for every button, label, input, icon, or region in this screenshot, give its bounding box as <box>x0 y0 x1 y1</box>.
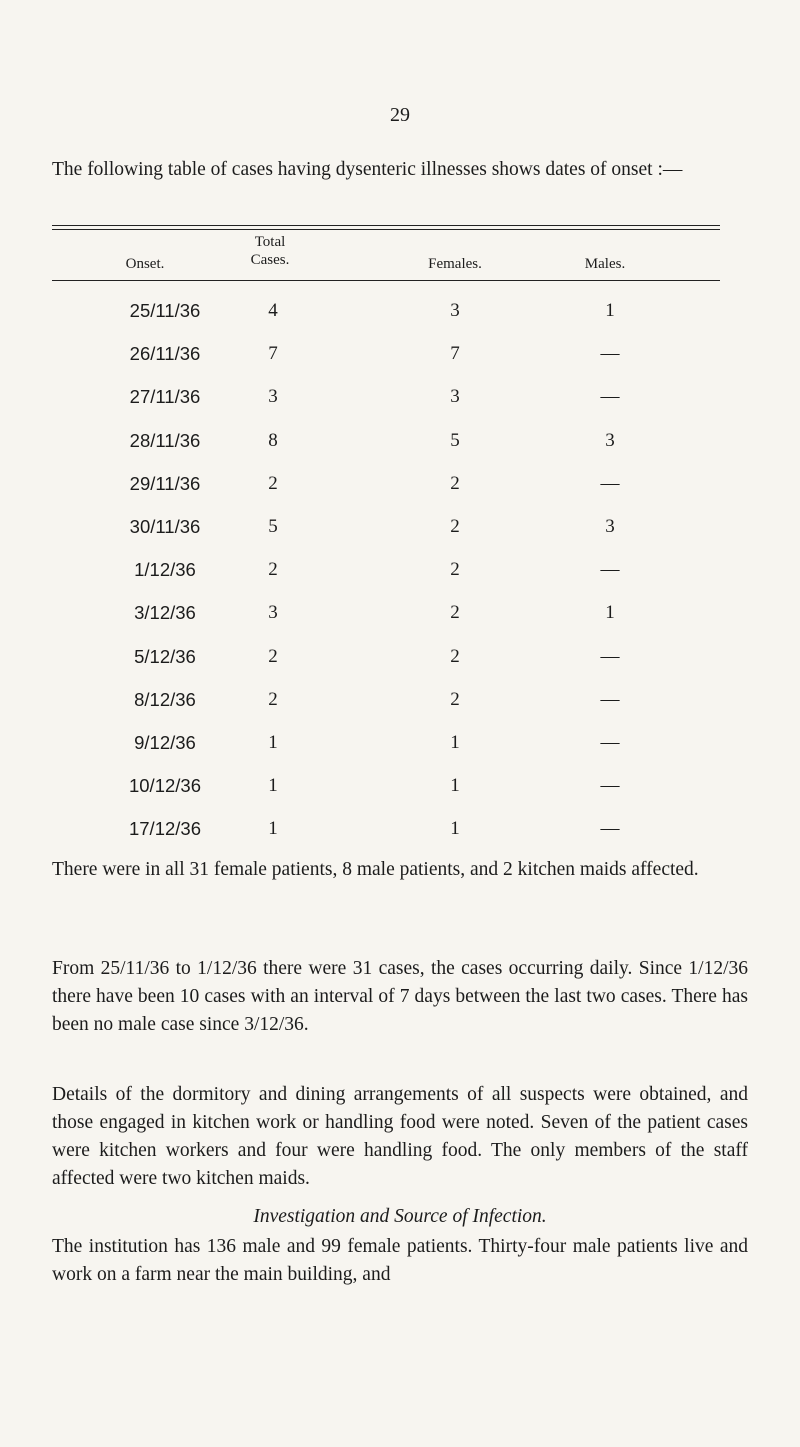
cell-males: — <box>600 731 620 753</box>
cell-total: 2 <box>268 472 278 494</box>
table-row <box>0 594 800 637</box>
cell-onset: 29/11/36 <box>129 472 201 494</box>
cell-onset: 9/12/36 <box>134 731 196 753</box>
table-row <box>0 465 800 508</box>
cell-onset: 30/11/36 <box>129 515 201 537</box>
cell-females: 1 <box>450 775 460 797</box>
cell-males: — <box>600 472 620 494</box>
cell-onset: 3/12/36 <box>134 602 196 624</box>
cell-total: 1 <box>268 775 278 797</box>
cell-onset: 25/11/36 <box>129 300 201 321</box>
cell-males: — <box>600 645 620 667</box>
cell-females: 3 <box>450 300 460 321</box>
header-total-line2: Cases. <box>250 252 290 268</box>
cell-onset: 5/12/36 <box>134 645 196 667</box>
cell-total: 2 <box>268 645 278 667</box>
table-row <box>0 378 800 421</box>
table-row <box>0 292 800 335</box>
cell-females: 2 <box>450 688 460 710</box>
cell-females: 1 <box>450 731 460 753</box>
table-row <box>0 681 800 724</box>
cell-females: 2 <box>450 559 460 581</box>
table-row <box>0 638 800 681</box>
table-row <box>0 724 800 767</box>
cell-males: 1 <box>605 602 615 624</box>
table-row <box>0 767 800 810</box>
cell-onset: 28/11/36 <box>129 429 201 451</box>
cell-females: 2 <box>450 472 460 494</box>
paragraph-institution: The institution has 136 male and 99 female patients. Thirty-four male patients live and work on a farm near the main building, and <box>52 1236 748 1285</box>
cell-onset: 10/12/36 <box>128 775 201 797</box>
cell-males: — <box>600 775 620 797</box>
cell-total: 1 <box>268 818 278 840</box>
cell-males: — <box>600 688 620 710</box>
cell-total: 7 <box>268 343 278 365</box>
table-rule-top-double <box>52 229 720 230</box>
page-number: 29 <box>390 104 410 126</box>
header-total-cases <box>230 233 310 269</box>
cell-total: 2 <box>268 559 278 581</box>
cell-total: 4 <box>268 300 278 321</box>
section-heading: Investigation and Source of Infection. <box>253 1206 547 1227</box>
cell-males: 3 <box>605 429 615 451</box>
cell-total: 3 <box>268 602 278 624</box>
table-row <box>0 810 800 853</box>
header-males: Males. <box>584 256 626 272</box>
cell-males: — <box>600 818 620 840</box>
cell-total: 2 <box>268 688 278 710</box>
cell-females: 2 <box>450 515 460 537</box>
paragraph-dates: From 25/11/36 to 1/12/36 there were 31 cases, the cases occurring daily. Since 1/12/36 there have been 10 cases with an interval of 7 days between the last two cases. There has been no male case since 3/12/36. <box>52 958 748 1035</box>
header-total-line1: Total <box>254 234 286 250</box>
paragraph-summary: There were in all 31 female patients, 8 male patients, and 2 kitchen maids affected. <box>52 859 699 880</box>
paragraph-details: Details of the dormitory and dining arrangements of all suspects were obtained, and those engaged in kitchen work or handling food were noted. Seven of the patient cases were kitchen workers and four were handling food. The only members of the staff affected were two kitchen maids. <box>52 1084 748 1189</box>
cell-onset: 1/12/36 <box>134 559 196 581</box>
cell-males: — <box>600 386 620 408</box>
table-row <box>0 422 800 465</box>
cell-total: 5 <box>268 515 278 537</box>
cell-males: 1 <box>605 300 615 321</box>
cell-males: 3 <box>605 515 615 537</box>
header-onset: Onset. <box>125 256 165 272</box>
cell-females: 5 <box>450 429 460 451</box>
cell-males: — <box>600 559 620 581</box>
cell-onset: 17/12/36 <box>128 818 201 840</box>
table-rule-header <box>52 280 720 281</box>
cell-onset: 26/11/36 <box>129 343 201 365</box>
table-row <box>0 508 800 551</box>
cell-females: 2 <box>450 645 460 667</box>
cell-total: 3 <box>268 386 278 408</box>
cell-total: 1 <box>268 731 278 753</box>
header-females: Females. <box>428 256 482 272</box>
table-row <box>0 551 800 594</box>
cell-females: 1 <box>450 818 460 840</box>
cell-onset: 8/12/36 <box>134 688 196 710</box>
cell-females: 7 <box>450 343 460 365</box>
cell-females: 2 <box>450 602 460 624</box>
cell-females: 3 <box>450 386 460 408</box>
cell-onset: 27/11/36 <box>129 386 201 408</box>
cell-males: — <box>600 343 620 365</box>
table-rule-top <box>52 225 720 226</box>
cell-total: 8 <box>268 429 278 451</box>
table-body <box>0 292 800 853</box>
intro-paragraph: The following table of cases having dysenteric illnesses shows dates of onset :— <box>52 159 683 180</box>
table-row <box>0 335 800 378</box>
